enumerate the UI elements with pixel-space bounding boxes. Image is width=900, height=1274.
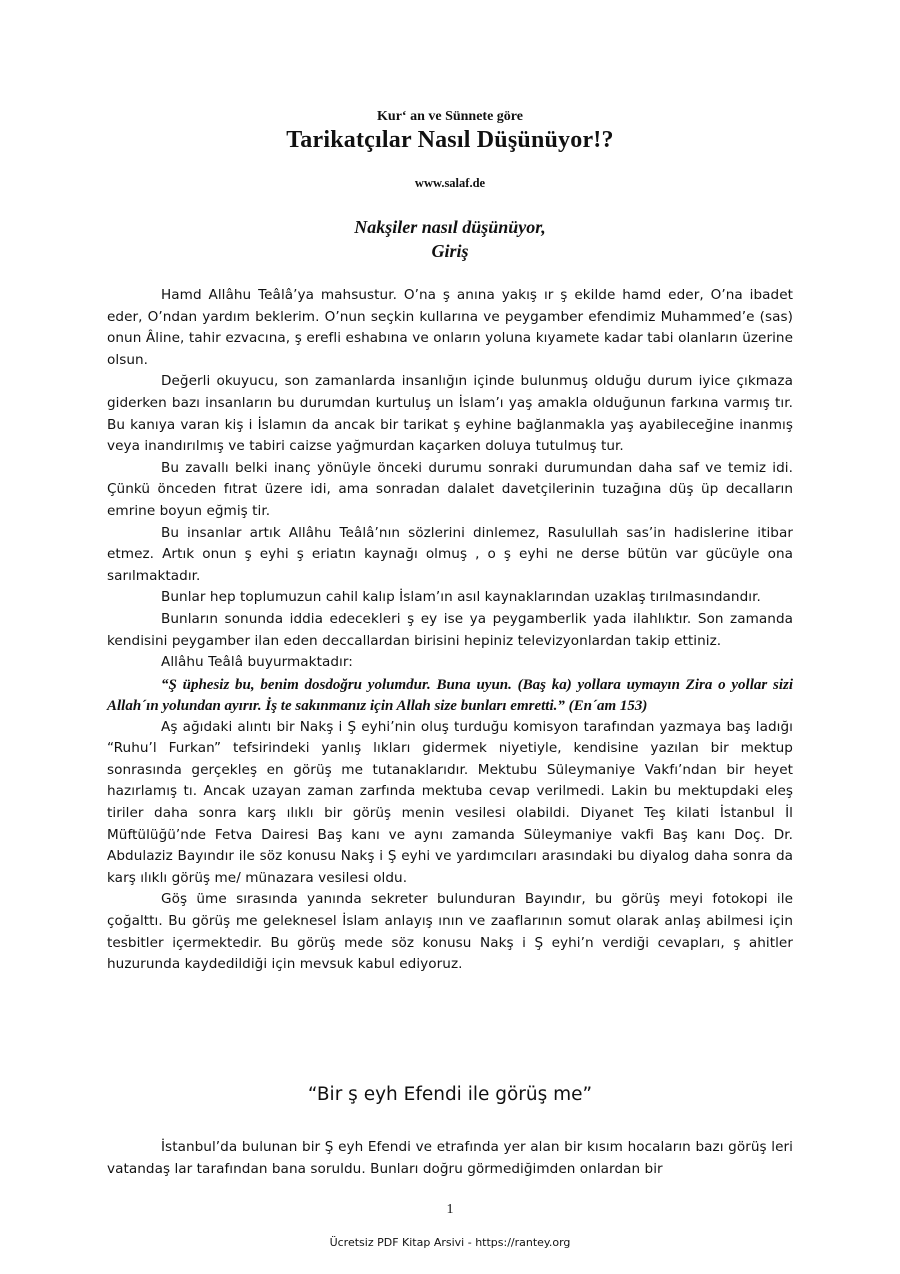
paragraph: Allâhu Teâlâ buyurmaktadır: [161, 654, 353, 671]
section-subtitle [0, 215, 900, 263]
section-heading: “Bir ş eyh Efendi ile görüş me” [307, 1084, 593, 1105]
document-supertitle: Kur‘ an ve Sünnete göre [377, 109, 523, 124]
paragraph: Değerli okuyucu, son zamanlarda insanlığın içinde bulunmuş olduğu durum iyice çıkmaza giderken bazı insanların bu durumdan kurtuluş un İslam’ı yaş amakla olduğunun farkına varmış tır. Bu kanıya varan kiş i İslamın da ancak bir tarikat ş eyhine bağlanmakla yaş ayabileceğine inanmış veya inandırılmış ve tabiri caizse yağmurdan kaçarken doluya tutulmuş tur. [107, 373, 793, 455]
paragraph: Bunlar hep toplumuzun cahil kalıp İslam’ın asıl kaynaklarından uzaklaş tırılmasındandır. [161, 589, 761, 606]
section-body [107, 1137, 793, 1180]
footer-text: Ücretsiz PDF Kitap Arsivi - https://rantey.org [329, 1236, 571, 1249]
paragraph: Aş ağıdaki alıntı bir Nakş i Ş eyhi’nin oluş turduğu komisyon tarafından yazmaya baş ladığı “Ruhu’l Furkan” tefsirindeki yanlış lıkları gidermek niyetiyle, kendisine yazılan bir mektup sonrasında gerçekleş en görüş me tutanaklarıdır. Mektubu Süleymaniye Vakfı’ndan bir heyet hazırlamış tı. Ancak uzayan zaman zarfında mektuba cevap verilmedi. Lakin bu mektupdaki eleş tiriler daha sonra karş ılıklı bir görüş menin vesilesi olabildi. Diyanet Teş kilati İstanbul İl Müftülüğü’nde Fetva Dairesi Baş kanı ve aynı zamanda Süleymaniye vakfi Baş kanı Doç. Dr. Abdulaziz Bayındır ile söz konusu Nakş i Ş eyhi ve yardımcıları arasındaki bu diyalog daha sonra da karş ılıklı görüş me/ münazara vesilesi oldu. [107, 718, 793, 886]
paragraph: İstanbul’da bulunan bir Ş eyh Efendi ve etrafında yer alan bir kısım hocaların bazı görüş leri vatandaş lar tarafından bana soruldu. Bunları doğru görmediğimden onlardan bir [107, 1139, 793, 1177]
paragraph: Göş üme sırasında yanında sekreter bulunduran Bayındır, bu görüş meyi fotokopi ile çoğalttı. Bu görüş me geleknesel İslam anlayış ının ve zaaflarının somut olarak anlaş abilmesi için tesbitler içermektedir. Bu görüş mede söz konusu Nakş i Ş eyhi’n verdiği cevapları, ş ahitler huzurunda kaydedildiği için mevsuk kabul ediyoruz. [107, 891, 793, 973]
document-title: Tarikatçılar Nasıl Düşünüyor!? [286, 127, 614, 153]
paragraph: Hamd Allâhu Teâlâ’ya mahsustur. O’na ş anına yakış ır ş ekilde hamd eder, O’na ibadet eder, O’ndan yardım beklerim. O’nun seçkin kullarına ve peygamber efendimiz Muhammed’e (sas) onun Âline, tahir ezvacına, ş erefli eshabına ve onların yoluna kıyamete kadar tabi olanların üzerine olsun. [107, 287, 793, 368]
paragraph: Bu zavallı belki inanç yönüyle önceki durumu sonraki durumundan daha saf ve temiz idi. Çünkü önceden fıtrat üzere idi, ama sonradan dalalet davetçilerinin tuzağına düş üp decalların emrine boyun eğmiş tir. [107, 459, 793, 519]
page-number: 1 [446, 1202, 454, 1217]
quran-quote: “Ş üphesiz bu, benim dosdoğru yolumdur. Buna uyun. (Baş ka) yollara uymayın Zira o yollar sizi Allah´ın yolundan ayırır. İş te sakınmanız için Allah size bunları emretti.” (En´am 153) [107, 676, 793, 714]
body-text [107, 285, 793, 976]
paragraph: Bu insanlar artık Allâhu Teâlâ’nın sözlerini dinlemez, Rasulullah sas’in hadislerine itibar etmez. Artık onun ş eyhi ş eriatın kaynağı olmuş , o ş eyhi ne derse bütün var gücüyle ona sarılmaktadır. [107, 524, 793, 584]
website-link[interactable]: www.salaf.de [414, 176, 486, 190]
subtitle-line-1: Nakşiler nasıl düşünüyor, [354, 217, 546, 237]
subtitle-line-2: Giriş [431, 241, 469, 261]
paragraph: Bunların sonunda iddia edecekleri ş ey ise ya peygamberlik yada ilahlıktır. Son zamanda kendisini peygamber ilan eden deccallardan birisini hepiniz televizyonlardan takip ettiniz. [107, 610, 793, 649]
